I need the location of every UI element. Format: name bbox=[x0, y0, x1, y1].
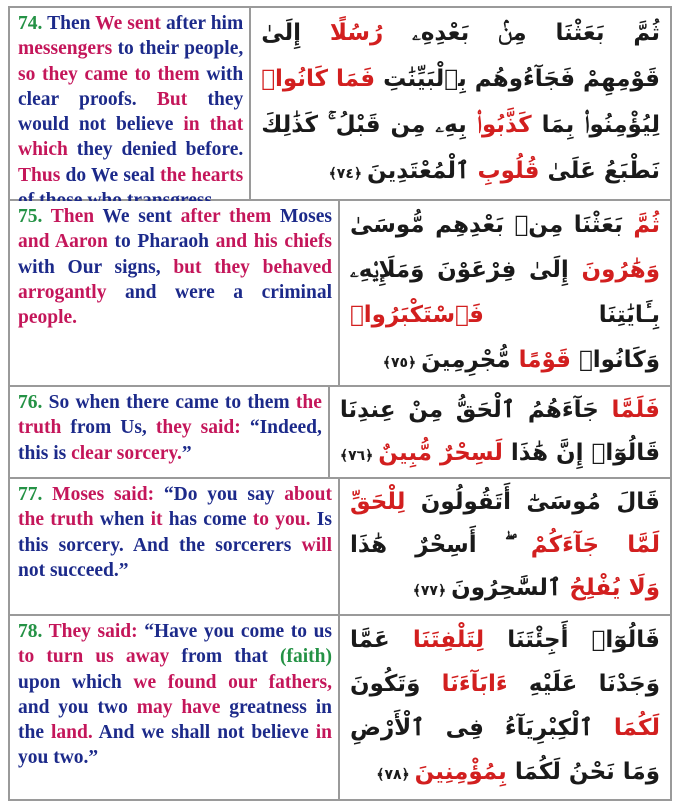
translation-segment: Is this sorcery. And the sorcerers bbox=[18, 509, 332, 556]
translation-segment: when bbox=[93, 509, 151, 531]
english-translation bbox=[10, 616, 340, 799]
arabic-line: قَوْمِهِمْ فَجَآءُوهُم بِٱلْبَيِّنَٰتِ فَمَا كَانُوا۟ bbox=[261, 66, 660, 92]
translation-segment: not succeed.” bbox=[18, 559, 129, 581]
translation-segment: so they came to them bbox=[18, 63, 200, 85]
highlighted-word: وَهَٰرُونَ bbox=[581, 257, 660, 283]
translation-segment: after him bbox=[160, 13, 244, 34]
english-translation bbox=[10, 8, 251, 199]
highlighted-word: فَٱسْتَكْبَرُوا۟ bbox=[350, 302, 484, 328]
highlighted-word: ثُمَّ bbox=[633, 212, 660, 238]
verse-end-marker: ﴿٧٨﴾ bbox=[376, 767, 415, 783]
translation-segment: the hearts bbox=[160, 164, 244, 186]
arabic-line: وَلَا يُفْلِحُ ٱلسَّٰحِرُونَ ﴿٧٧﴾ bbox=[412, 575, 660, 601]
verse-number: 78. bbox=[18, 621, 43, 642]
translation-segment: But bbox=[156, 88, 188, 110]
translation-segment: with Our signs, bbox=[18, 256, 174, 278]
translation-segment: may have bbox=[136, 696, 221, 718]
verse-end-marker: ﴿٧٦﴾ bbox=[339, 448, 379, 464]
translation-segment: people. bbox=[18, 307, 78, 329]
translation-segment: Moses said: bbox=[42, 484, 155, 505]
translation-segment: and his chiefs bbox=[215, 231, 332, 253]
translation-segment: They said: bbox=[42, 621, 138, 642]
translation-segment: but they behaved arrogantly bbox=[18, 256, 332, 303]
arabic-line: قَالُوٓا۟ أَجِئْتَنَا لِتَلْفِتَنَا عَمَّا bbox=[350, 627, 660, 653]
translation-segment: “Indeed, this is bbox=[18, 417, 322, 464]
translation-segment: clear sorcery. bbox=[71, 442, 182, 464]
translation-segment: from Us, bbox=[61, 417, 156, 439]
translation-segment: We sent bbox=[95, 13, 161, 34]
arabic-line: لَكُمَا ٱلْكِبْرِيَآءُ فِى ٱلْأَرْضِ bbox=[350, 715, 660, 741]
arabic-line: وَكَانُوا۟ قَوْمًا مُّجْرِمِينَ ﴿٧٥﴾ bbox=[382, 347, 660, 373]
translation-segment: to you. bbox=[252, 509, 311, 531]
translation-segment: “Have you come to us bbox=[137, 621, 333, 642]
translation-segment: greatness in the bbox=[18, 696, 332, 744]
verse-row-77 bbox=[10, 479, 670, 616]
arabic-text bbox=[340, 479, 670, 614]
translation-segment: to their people, bbox=[112, 38, 244, 60]
translation-segment: and you two bbox=[18, 696, 137, 718]
highlighted-word: لَكُمَا bbox=[613, 715, 660, 741]
highlighted-word: لَسِحْرٌ مُّبِينٌ bbox=[378, 440, 503, 466]
translation-segment: Then bbox=[42, 13, 96, 34]
arabic-line: لِيُؤْمِنُوا۟ بِمَا كَذَّبُوا۟ بِهِۦ مِن قَبْلُ ۚ كَذَٰلِكَ bbox=[261, 112, 661, 138]
highlighted-word: قَوْمًا bbox=[518, 347, 571, 373]
translation-segment: from that bbox=[169, 646, 280, 668]
translation-segment: has come bbox=[162, 509, 253, 531]
english-translation bbox=[10, 479, 340, 614]
translation-segment: (faith) bbox=[280, 646, 332, 668]
verse-row-76 bbox=[10, 387, 670, 479]
translation-segment: ” bbox=[181, 442, 192, 464]
arabic-line: ثُمَّ بَعَثْنَا مِنۢ بَعْدِهِم مُّوسَىٰ bbox=[350, 212, 660, 238]
arabic-line: فَلَمَّا جَآءَهُمُ ٱلْحَقُّ مِنْ عِندِنَا bbox=[339, 397, 660, 423]
verse-row-74 bbox=[10, 8, 670, 201]
arabic-text bbox=[340, 201, 670, 385]
arabic-line: لَمَّا جَآءَكُمْ ۖ أَسِحْرٌ هَٰذَا bbox=[350, 532, 660, 558]
verse-row-75 bbox=[10, 201, 670, 387]
verse-table bbox=[8, 6, 672, 801]
translation-segment: land. bbox=[51, 722, 93, 744]
translation-segment: Then bbox=[42, 206, 95, 227]
highlighted-word: وَلَا يُفْلِحُ bbox=[569, 575, 660, 601]
english-translation bbox=[10, 387, 330, 477]
translation-segment: about the truth bbox=[18, 484, 332, 531]
highlighted-word: لِتَلْفِتَنَا bbox=[412, 627, 485, 653]
translation-segment: upon which bbox=[18, 671, 134, 693]
translation-segment: do We seal bbox=[60, 164, 161, 186]
arabic-text bbox=[251, 8, 670, 199]
verse-row-78 bbox=[10, 616, 670, 799]
highlighted-word: بِمُؤْمِنِينَ bbox=[414, 759, 507, 785]
highlighted-word: ءَابَآءَنَا bbox=[441, 671, 508, 697]
translation-segment: messengers bbox=[18, 38, 113, 60]
highlighted-word: لَمَّا جَآءَكُمْ bbox=[530, 532, 660, 558]
verse-end-marker: ﴿٧٥﴾ bbox=[382, 355, 422, 371]
translation-segment: “Do you say bbox=[154, 484, 285, 505]
arabic-line: بِـَٔايَٰتِنَا فَٱسْتَكْبَرُوا۟ bbox=[350, 302, 660, 328]
translation-segment: to Pharaoh bbox=[107, 231, 216, 253]
translation-segment: will bbox=[301, 534, 332, 556]
translation-segment: you two.” bbox=[18, 747, 99, 769]
translation-segment: they denied before. bbox=[67, 139, 244, 161]
translation-segment: and were a criminal bbox=[106, 281, 332, 303]
translation-segment: after them bbox=[180, 206, 272, 227]
verse-end-marker: ﴿٧٤﴾ bbox=[328, 166, 367, 182]
highlighted-word: لِلْحَقِّ bbox=[350, 489, 406, 515]
verse-number: 76. bbox=[18, 392, 43, 413]
arabic-line: وَمَا نَحْنُ لَكُمَا بِمُؤْمِنِينَ ﴿٧٨﴾ bbox=[376, 759, 660, 785]
arabic-line: قَالُوٓا۟ إِنَّ هَٰذَا لَسِحْرٌ مُّبِينٌ ﴿٧٦﴾ bbox=[339, 440, 660, 466]
arabic-text bbox=[330, 387, 670, 477]
translation-segment: we found our fathers, bbox=[133, 671, 332, 693]
verse-end-marker: ﴿٧٧﴾ bbox=[412, 583, 452, 599]
arabic-line: وَجَدْنَا عَلَيْهِ ءَابَآءَنَا وَتَكُونَ bbox=[350, 671, 660, 697]
translation-segment: in that which bbox=[18, 114, 244, 161]
highlighted-word: رُسُلًا bbox=[329, 20, 384, 46]
translation-segment: the truth bbox=[18, 392, 322, 439]
highlighted-word: فَمَا كَانُوا۟ bbox=[261, 66, 376, 92]
translation-segment: in bbox=[315, 722, 333, 744]
verse-number: 74. bbox=[18, 13, 43, 34]
translation-segment: And we shall not believe bbox=[92, 722, 316, 744]
arabic-line: ثُمَّ بَعَثْنَا مِنۢ بَعْدِهِۦ رُسُلًا إِلَىٰ bbox=[261, 20, 661, 46]
verse-number: 75. bbox=[18, 206, 43, 227]
verse-number: 77. bbox=[18, 484, 43, 505]
translation-segment: with clear proofs. bbox=[18, 63, 244, 110]
translation-segment: and Aaron bbox=[18, 231, 108, 253]
translation-segment: Moses bbox=[271, 206, 332, 227]
arabic-line: قَالَ مُوسَىٰٓ أَتَقُولُونَ لِلْحَقِّ bbox=[350, 489, 660, 515]
arabic-text bbox=[340, 616, 670, 799]
english-translation bbox=[10, 201, 340, 385]
translation-segment: So when there came to them bbox=[42, 392, 296, 413]
highlighted-word: قُلُوبِ bbox=[477, 158, 540, 184]
translation-segment: they would not believe bbox=[18, 88, 244, 136]
highlighted-word: كَذَّبُوا۟ bbox=[476, 112, 532, 138]
translation-segment: they said: bbox=[155, 417, 241, 439]
translation-segment: it bbox=[150, 509, 163, 531]
highlighted-word: فَلَمَّا bbox=[611, 397, 660, 423]
arabic-line: وَهَٰرُونَ إِلَىٰ فِرْعَوْنَ وَمَلَإِي۟هِۦ bbox=[350, 257, 660, 283]
translation-segment: We sent bbox=[94, 206, 181, 227]
translation-segment: to turn us away bbox=[18, 646, 170, 668]
translation-segment: Thus bbox=[18, 164, 61, 186]
arabic-line: نَطْبَعُ عَلَىٰ قُلُوبِ ٱلْمُعْتَدِينَ ﴿٧٤﴾ bbox=[328, 158, 660, 184]
